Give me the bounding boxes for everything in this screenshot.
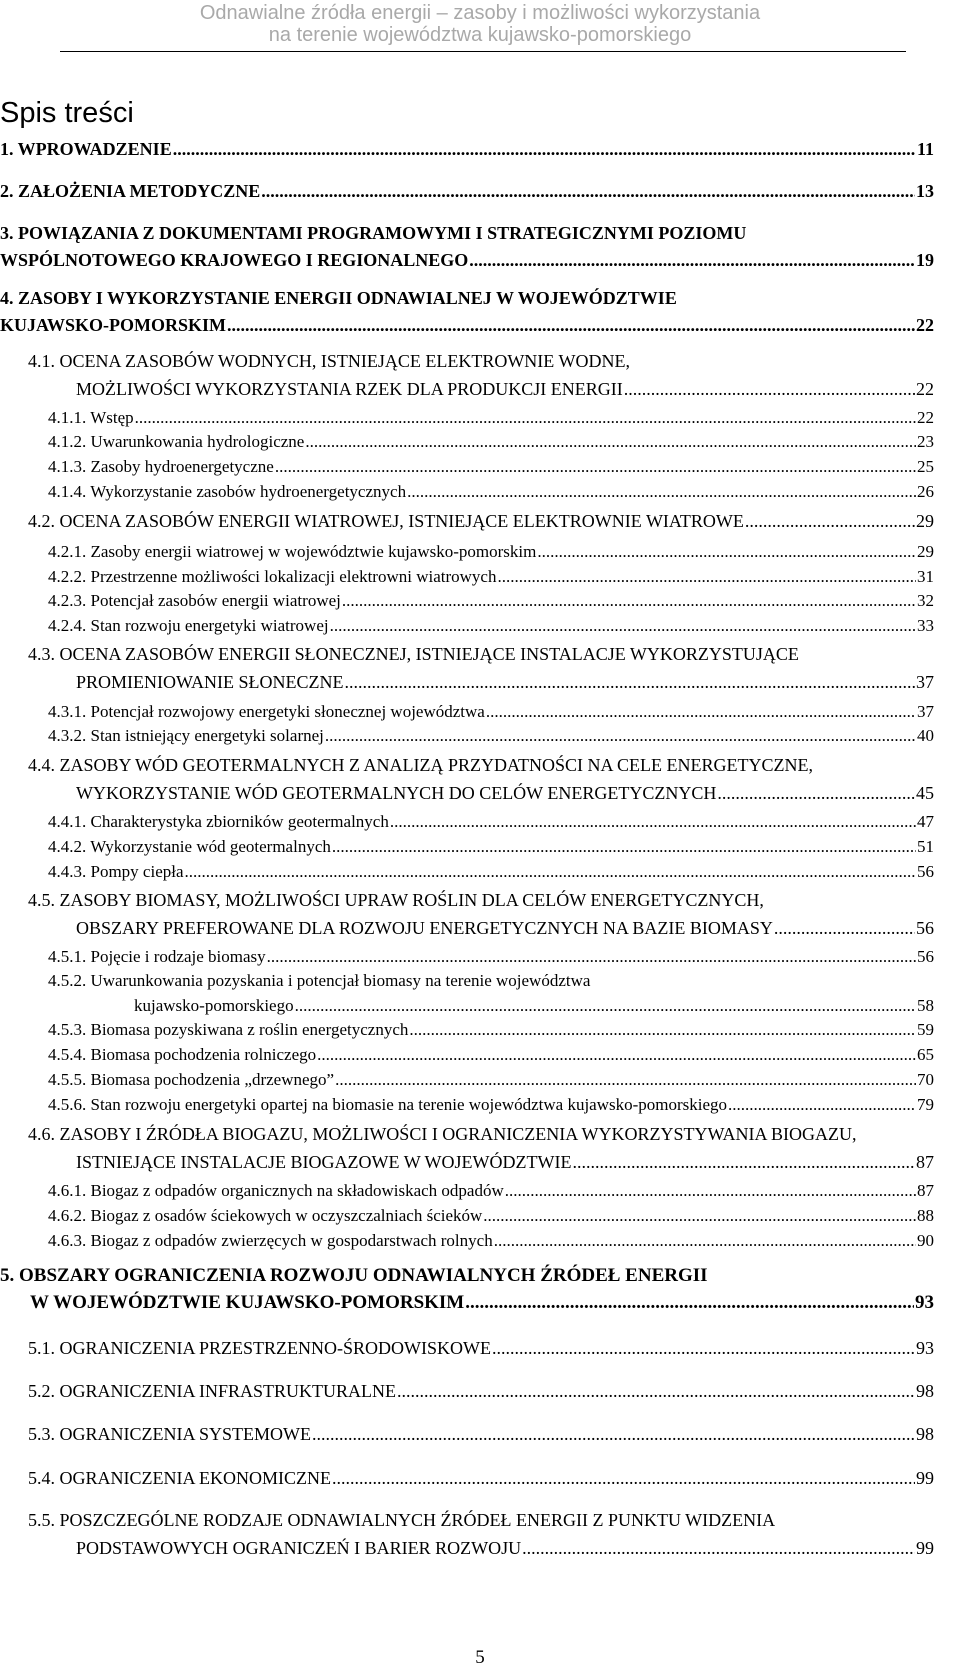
toc-entry-page: 93 (916, 1338, 934, 1358)
leader-dots (295, 995, 916, 1016)
toc-entry-text: 4.3.1. Potencjał rozwojowy energetyki słonecznej województwa (48, 702, 485, 721)
toc-entry-page: 13 (916, 181, 934, 201)
leader-dots (335, 1069, 916, 1090)
toc-entry-text: WYKORZYSTANIE WÓD GEOTERMALNYCH DO CELÓW ENERGETYCZNYCH (76, 783, 717, 803)
toc-entry[interactable] (28, 1379, 934, 1403)
toc-entry-text: 4.1.4. Wykorzystanie zasobów hydroenergetycznych (48, 482, 407, 501)
toc-entry[interactable] (0, 222, 934, 271)
toc-entry[interactable] (28, 349, 934, 401)
toc-entry[interactable] (0, 287, 934, 336)
leader-dots (537, 541, 916, 562)
toc-entry[interactable] (48, 407, 934, 428)
toc-entry-text: 5.2. OGRANICZENIA INFRASTRUKTURALNE (28, 1381, 396, 1401)
toc-entry-page: 88 (917, 1206, 934, 1225)
toc-entry-text: 1. WPROWADZENIE (0, 139, 172, 159)
toc-entry-page: 19 (916, 250, 934, 270)
toc-entry-text: 4.2.1. Zasoby energii wiatrowej w województwie kujawsko-pomorskim (48, 542, 537, 561)
running-header-line-1: Odnawialne źródła energii – zasoby i możliwości wykorzystania (199, 2, 761, 24)
leader-dots (492, 1336, 915, 1360)
toc-entry-text-line1: 4.3. OCENA ZASOBÓW ENERGII SŁONECZNEJ, ISTNIEJĄCE INSTALACJE WYKORZYSTUJĄCE (28, 644, 799, 664)
toc-entry-text: 5.4. OGRANICZENIA EKONOMICZNE (28, 1468, 331, 1488)
toc-entry[interactable] (28, 1122, 934, 1174)
toc-entry-text: 4.4.1. Charakterystyka zbiorników geotermalnych (48, 812, 389, 831)
leader-dots (407, 481, 916, 502)
toc-entry-page: 33 (917, 616, 934, 635)
toc-entry-text: 4.2. OCENA ZASOBÓW ENERGII WIATROWEJ, ISTNIEJĄCE ELEKTROWNIE WIATROWE (28, 511, 744, 531)
leader-dots (465, 1291, 914, 1315)
leader-dots (409, 1019, 916, 1040)
toc-entry-page: 58 (917, 996, 934, 1015)
toc-entry-text: 4.5.5. Biomasa pochodzenia „drzewnego” (48, 1070, 335, 1089)
toc-entry-text: 4.3.2. Stan istniejący energetyki solarnej (48, 726, 324, 745)
running-header-line-2: na terenie województwa kujawsko-pomorskiego (268, 24, 692, 46)
leader-dots (494, 1230, 916, 1251)
toc-title: Spis treści (0, 97, 134, 129)
toc-entry[interactable] (48, 431, 934, 452)
leader-dots (312, 1422, 915, 1446)
toc-entry[interactable] (28, 753, 934, 805)
leader-dots (572, 1150, 915, 1174)
toc-entry[interactable] (48, 1044, 934, 1065)
toc-entry[interactable] (48, 725, 934, 746)
toc-entry[interactable] (48, 456, 934, 477)
toc-entry-page: 56 (917, 862, 934, 881)
toc-entry-text-line1: 5.5. POSZCZEGÓLNE RODZAJE ODNAWIALNYCH ŹRÓDEŁ ENERGII Z PUNKTU WIDZENIA (28, 1510, 776, 1530)
toc-entry-text: 4.2.2. Przestrzenne możliwości lokalizacji elektrowni wiatrowych (48, 567, 497, 586)
toc-entry[interactable] (28, 1422, 934, 1446)
leader-dots (486, 701, 916, 722)
toc-entry[interactable] (48, 1094, 934, 1115)
toc-entry-page: 90 (917, 1231, 934, 1250)
toc-entry-text: 4.1.1. Wstęp (48, 408, 134, 427)
toc-entry-page: 79 (917, 1095, 934, 1114)
toc-entry-page: 32 (917, 591, 934, 610)
toc-entry[interactable] (48, 590, 934, 611)
leader-dots (717, 781, 915, 805)
toc-entry-text: MOŻLIWOŚCI WYKORZYSTANIA RZEK DLA PRODUKCJI ENERGII (76, 379, 623, 399)
toc-entry-text: 4.2.3. Potencjał zasobów energii wiatrowej (48, 591, 341, 610)
toc-entry-text: OBSZARY PREFEROWANE DLA ROZWOJU ENERGETYCZNYCH NA BAZIE BIOMASY (76, 918, 773, 938)
leader-dots (774, 916, 915, 940)
leader-dots (330, 615, 916, 636)
toc-entry-text: 4.5.6. Stan rozwoju energetyki opartej na biomasie na terenie województwa kujawsko-pomorskiego (48, 1095, 728, 1114)
toc-entry[interactable] (28, 1466, 934, 1490)
toc-entry[interactable] (0, 1264, 934, 1315)
toc-entry-page: 22 (917, 408, 934, 427)
toc-entry-page: 22 (916, 315, 934, 335)
toc-entry[interactable] (48, 861, 934, 882)
toc-entry-page: 87 (916, 1152, 934, 1172)
leader-dots (390, 811, 916, 832)
leader-dots (173, 138, 916, 160)
toc-entry[interactable] (48, 1019, 934, 1040)
toc-entry[interactable] (48, 811, 934, 832)
toc-entry-page: 22 (916, 379, 934, 399)
toc-entry-page: 56 (917, 947, 934, 966)
toc-entry-page: 31 (917, 567, 934, 586)
toc-entry[interactable] (48, 701, 934, 722)
toc-entry-text: 4.6.2. Biogaz z osadów ściekowych w oczyszczalniach ścieków (48, 1206, 483, 1225)
leader-dots (469, 249, 915, 271)
toc-entry-text: 4.5.4. Biomasa pochodzenia rolniczego (48, 1045, 317, 1064)
toc-entry[interactable] (48, 1205, 934, 1226)
toc-entry-text: WSPÓLNOTOWEGO KRAJOWEGO I REGIONALNEGO (0, 250, 469, 270)
toc-entry[interactable] (48, 836, 934, 857)
toc-entry-text: 4.5.1. Pojęcie i rodzaje biomasy (48, 947, 266, 966)
toc-entry-text: KUJAWSKO-POMORSKIM (0, 315, 227, 335)
toc-entry-page: 25 (917, 457, 934, 476)
toc-entry-text-line1: 5. OBSZARY OGRANICZENIA ROZWOJU ODNAWIALNYCH ŹRÓDEŁ ENERGII (0, 1265, 708, 1286)
toc-entry-text: 4.5.3. Biomasa pozyskiwana z roślin energetycznych (48, 1020, 409, 1039)
leader-dots (185, 861, 916, 882)
toc-entry-page: 37 (916, 672, 934, 692)
toc-entry[interactable] (48, 615, 934, 636)
toc-entry-text: 4.6.1. Biogaz z odpadów organicznych na składowiskach odpadów (48, 1181, 504, 1200)
toc-entry[interactable] (48, 481, 934, 502)
toc-entry-page: 93 (915, 1292, 934, 1313)
leader-dots (227, 314, 915, 336)
toc-entry-page: 87 (917, 1181, 934, 1200)
toc-entry[interactable] (28, 642, 934, 694)
leader-dots (305, 431, 916, 452)
toc-entry-page: 29 (917, 542, 934, 561)
leader-dots (261, 180, 915, 202)
toc-entry[interactable] (48, 1230, 934, 1251)
toc-entry[interactable] (0, 138, 934, 160)
toc-entry[interactable] (28, 509, 934, 533)
toc-entry[interactable] (28, 1336, 934, 1360)
toc-entry[interactable] (48, 1069, 934, 1090)
toc-entry-text-line1: 4.5. ZASOBY BIOMASY, MOŻLIWOŚCI UPRAW ROŚLIN DLA CELÓW ENERGETYCZNYCH, (28, 890, 764, 910)
toc-entry[interactable] (0, 180, 934, 202)
leader-dots (344, 670, 915, 694)
toc-entry-page: 26 (917, 482, 934, 501)
toc-entry-page: 56 (916, 918, 934, 938)
leader-dots (624, 377, 915, 401)
toc-entry-text: 4.1.2. Uwarunkowania hydrologiczne (48, 432, 305, 451)
leader-dots (332, 836, 916, 857)
leader-dots (317, 1044, 916, 1065)
toc-entry-text: W WOJEWÓDZTWIE KUJAWSKO-POMORSKIM (30, 1292, 465, 1313)
leader-dots (342, 590, 916, 611)
toc-entry-text-line1: 4.5.2. Uwarunkowania pozyskania i potencjał biomasy na terenie województwa (48, 971, 591, 990)
toc-entry-page: 29 (916, 511, 934, 531)
toc-entry-page: 11 (916, 139, 934, 159)
leader-dots (728, 1094, 916, 1115)
toc-entry-text-line1: 4. ZASOBY I WYKORZYSTANIE ENERGII ODNAWIALNEJ W WOJEWÓDZTWIE (0, 288, 677, 308)
toc-entry-page: 65 (917, 1045, 934, 1064)
leader-dots (483, 1205, 916, 1226)
toc-entry-text: 5.1. OGRANICZENIA PRZESTRZENNO-ŚRODOWISKOWE (28, 1338, 491, 1358)
toc-entry-text: 4.4.3. Pompy ciepła (48, 862, 184, 881)
toc-entry-text: 2. ZAŁOŻENIA METODYCZNE (0, 181, 261, 201)
toc-entry[interactable] (48, 970, 934, 1016)
toc-entry-text: 5.3. OGRANICZENIA SYSTEMOWE (28, 1424, 311, 1444)
toc-entry-page: 98 (916, 1424, 934, 1444)
toc-entry[interactable] (48, 946, 934, 967)
toc-entry-text: 4.2.4. Stan rozwoju energetyki wiatrowej (48, 616, 329, 635)
leader-dots (275, 456, 916, 477)
toc-entry[interactable] (28, 1508, 934, 1560)
toc-entry-page: 59 (917, 1020, 934, 1039)
toc-entry-text-line1: 4.6. ZASOBY I ŹRÓDŁA BIOGAZU, MOŻLIWOŚCI I OGRANICZENIA WYKORZYSTYWANIA BIOGAZU, (28, 1124, 857, 1144)
toc-entry-page: 98 (916, 1381, 934, 1401)
toc-entry-text: 4.1.3. Zasoby hydroenergetyczne (48, 457, 274, 476)
toc-entry-page: 51 (917, 837, 934, 856)
toc-entry-text: PROMIENIOWANIE SŁONECZNE (76, 672, 344, 692)
leader-dots (332, 1466, 915, 1490)
toc-entry-page: 70 (917, 1070, 934, 1089)
toc-entry-text: kujawsko-pomorskiego (134, 996, 294, 1015)
toc-entry-page: 47 (917, 812, 934, 831)
toc-entry-text-line1: 3. POWIĄZANIA Z DOKUMENTAMI PROGRAMOWYMI I STRATEGICZNYMI POZIOMU (0, 223, 747, 243)
toc-entry[interactable] (48, 1180, 934, 1201)
leader-dots (397, 1379, 915, 1403)
toc-entry-page: 99 (916, 1538, 934, 1558)
toc-entry-page: 40 (917, 726, 934, 745)
toc-entry[interactable] (28, 888, 934, 940)
toc-entry-page: 37 (917, 702, 934, 721)
toc-entry-text-line1: 4.1. OCENA ZASOBÓW WODNYCH, ISTNIEJĄCE ELEKTROWNIE WODNE, (28, 351, 630, 371)
toc-entry-text: 4.4.2. Wykorzystanie wód geotermalnych (48, 837, 331, 856)
toc-entry-text: PODSTAWOWYCH OGRANICZEŃ I BARIER ROZWOJU (76, 1538, 522, 1558)
toc-entry-text: 4.6.3. Biogaz z odpadów zwierzęcych w gospodarstwach rolnych (48, 1231, 493, 1250)
page-number: 5 (475, 1647, 485, 1668)
toc-entry-text-line1: 4.4. ZASOBY WÓD GEOTERMALNYCH Z ANALIZĄ PRZYDATNOŚCI NA CELE ENERGETYCZNE, (28, 755, 813, 775)
leader-dots (505, 1180, 916, 1201)
leader-dots (497, 566, 916, 587)
leader-dots (745, 509, 915, 533)
header-rule (60, 51, 906, 52)
toc-entry-page: 45 (916, 783, 934, 803)
toc-entry-page: 99 (916, 1468, 934, 1488)
toc-entry[interactable] (48, 566, 934, 587)
leader-dots (522, 1536, 915, 1560)
toc-entry[interactable] (48, 541, 934, 562)
toc-entry-page: 23 (917, 432, 934, 451)
leader-dots (325, 725, 916, 746)
leader-dots (267, 946, 916, 967)
leader-dots (135, 407, 916, 428)
toc-entry-text: ISTNIEJĄCE INSTALACJE BIOGAZOWE W WOJEWÓDZTWIE (76, 1152, 572, 1172)
